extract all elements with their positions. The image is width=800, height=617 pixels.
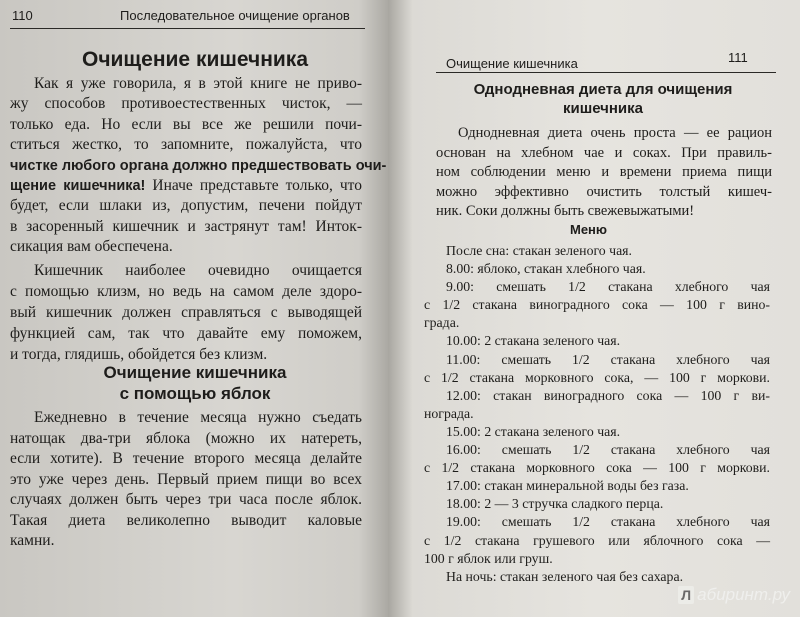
menu-line: 8.00: яблоко, стакан хлебного чая. (446, 261, 646, 277)
menu-line: 12.00: стакан виноградного сока — 100 г ви- (446, 387, 770, 403)
running-head-left: Последовательное очищение органов (120, 8, 350, 23)
text-line: основан на хлебном чае и соках. При правиль- (436, 144, 772, 161)
text-line: это уже через день. Первый прием пищи во всех (10, 470, 362, 488)
watermark-text: абиринт.ру (697, 585, 790, 604)
menu-line: нограда. (424, 405, 474, 421)
left-page (0, 0, 390, 617)
text-line: случаях должен быть через три часа после яблок. (10, 491, 362, 508)
menu-line: 100 г яблок или груш. (424, 550, 553, 566)
menu-list (424, 242, 770, 586)
paragraph-intro (10, 74, 387, 258)
menu-line: 9.00: смешать 1/2 стакана хлебного чая (446, 279, 770, 295)
diet-title (438, 80, 768, 118)
menu-line: 11.00: смешать 1/2 стакана хлебного чая (446, 351, 770, 367)
text-line: ститься жестко, то запомните, пожалуйста, что (10, 136, 362, 154)
header-rule-right (436, 72, 776, 73)
diet-title-line: кишечника (562, 100, 644, 117)
text-line: Ежедневно в течение месяца нужно съедать (34, 409, 362, 426)
paragraph-apples (10, 408, 362, 552)
menu-line: На ночь: стакан зеленого чая без сахара. (446, 568, 684, 584)
text-line: если хотите). В течение второго месяца делайте (10, 450, 362, 467)
text-line: будет, если шлаки из, допустим, печени пойдут (10, 197, 362, 215)
diet-intro (436, 124, 772, 222)
text-line: в засоренный кишечник и застрянут там! Инток- (10, 217, 362, 235)
menu-line: 16.00: смешать 1/2 стакана хлебного чая (446, 442, 770, 458)
bold-text-line: чистке любого органа должно предшествовать очи- (10, 157, 387, 174)
text-line: можно эффективно очистить толстый кишеч- (436, 183, 772, 200)
text-line: функцией сам, так что давайте ему поможем, (10, 325, 362, 342)
paragraph-enema (10, 260, 362, 365)
menu-line: града. (424, 315, 460, 331)
header-rule-left (10, 28, 365, 29)
watermark-badge: Л (678, 586, 694, 604)
text-line: ном соблюдении меню и времени приема пищи (436, 164, 772, 180)
section-title-colon-cleansing: Очищение кишечника (82, 48, 308, 71)
diet-title-line: Однодневная диета для очищения (473, 81, 733, 98)
section-title-line: с помощью яблок (119, 384, 271, 403)
text-span: Иначе представьте только, что (145, 177, 362, 195)
text-line: только еда. Но если вы все же решили почи- (10, 115, 362, 133)
menu-line: с 1/2 стакана виноградного сока — 100 г вино- (424, 297, 770, 313)
text-line: Такая диета великолепно выводит каловые (10, 511, 362, 529)
text-line: вый кишечник должен справляться с выводящей (10, 304, 362, 321)
menu-line: с 1/2 стакана морковного сока, — 100 г моркови. (424, 369, 770, 385)
text-line: Однодневная диета очень проста — ее рацион (458, 125, 772, 141)
watermark-labirint (678, 585, 790, 605)
text-line: сикация вам обеспечена. (10, 238, 173, 256)
text-line: Кишечник наиболее очевидно очищается (34, 262, 362, 279)
section-title-apples (30, 362, 360, 404)
menu-line: с 1/2 стакана морковного сока — 100 г моркови. (424, 460, 770, 476)
page-number-right: 111 (728, 50, 748, 65)
text-line: натощак два-три яблока (можно их натереть, (10, 429, 362, 447)
running-head-right: Очищение кишечника (446, 56, 578, 71)
text-line: и тогда, глядишь, обойдется без клизм. (10, 346, 268, 363)
menu-line: 18.00: 2 — 3 стручка сладкого перца. (446, 496, 664, 512)
page-number-left: 110 (12, 8, 33, 23)
section-title-line: Очищение кишечника (103, 363, 287, 382)
menu-line: 15.00: 2 стакана зеленого чая. (446, 423, 621, 439)
text-line: жу способов противоестественных чисток, — (10, 95, 362, 113)
menu-title: Меню (570, 222, 608, 237)
text-line: с помощью клизм, но ведь на самом деле здоро- (10, 283, 362, 300)
menu-line: 17.00: стакан минеральной воды без газа. (446, 478, 689, 494)
bold-text-span: щение кишечника! (10, 178, 146, 195)
menu-line: с 1/2 стакана грушевого или яблочного сока — (424, 532, 770, 548)
right-page (388, 0, 800, 617)
text-line: Как я уже говорила, я в этой книге не приво- (34, 75, 362, 92)
text-line: камни. (10, 532, 55, 549)
menu-line: 10.00: 2 стакана зеленого чая. (446, 333, 621, 349)
text-line: ник. Соки должны быть свежевыжатыми! (436, 203, 695, 219)
menu-line: 19.00: смешать 1/2 стакана хлебного чая (446, 514, 770, 530)
menu-line: После сна: стакан зеленого чая. (446, 243, 632, 258)
